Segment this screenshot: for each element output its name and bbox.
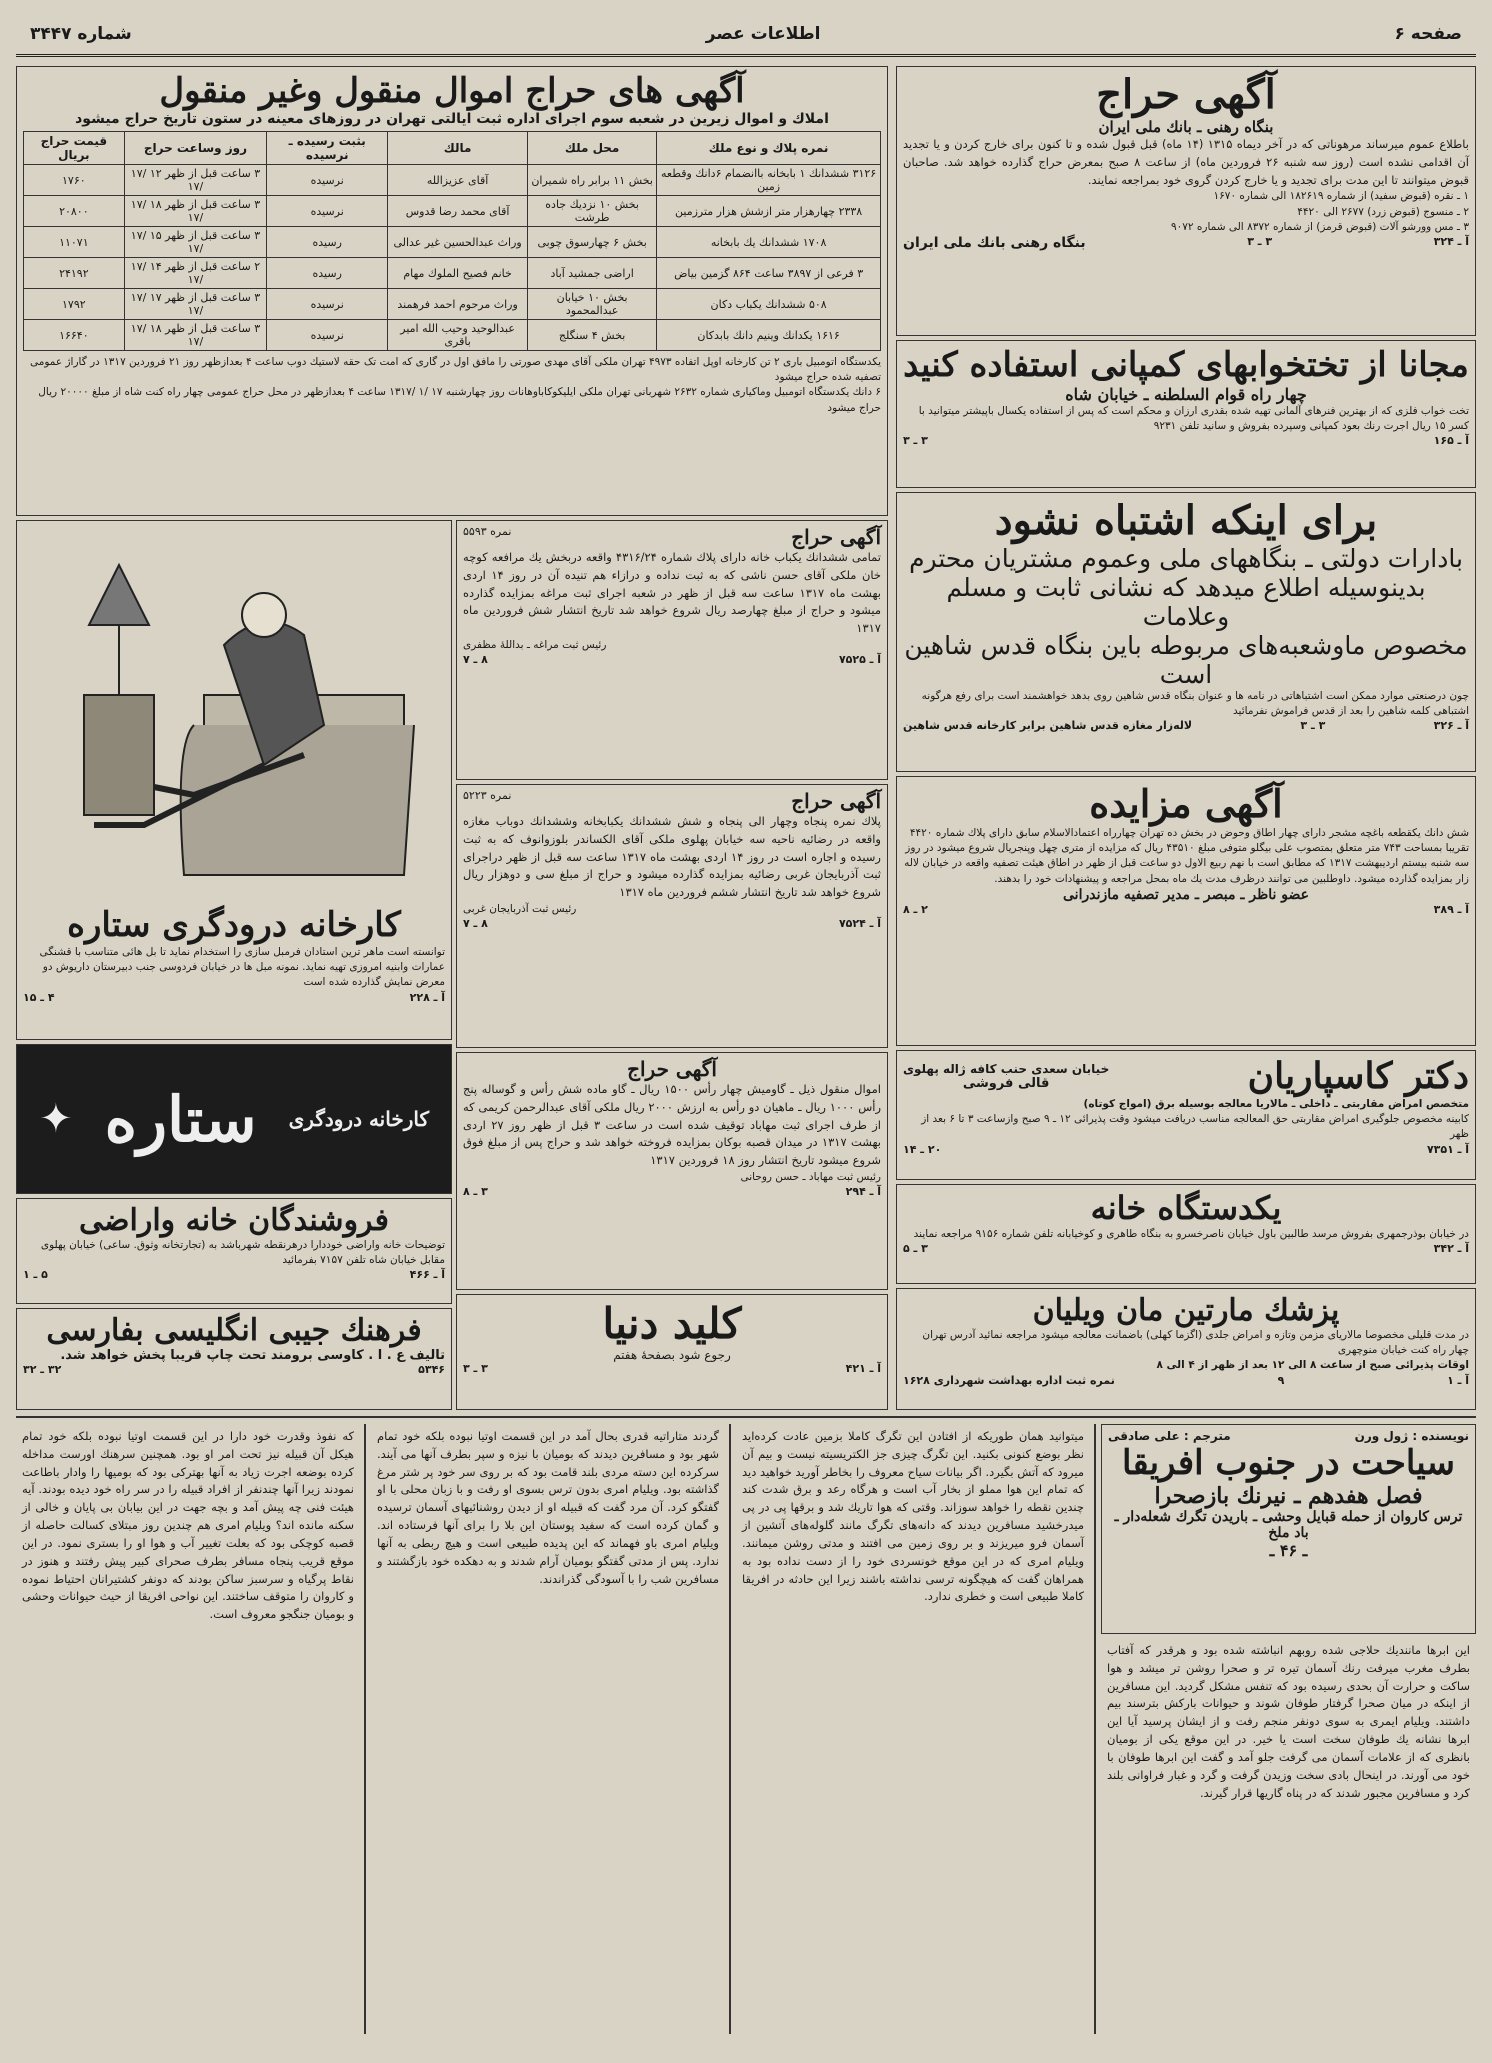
- issue-number: شماره ۳۴۴۷: [30, 24, 132, 44]
- ad-reference: آ ـ ۷۳۵۱ ۲۰ ـ ۱۴: [903, 1142, 1469, 1156]
- star-logo: ستاره: [104, 1082, 257, 1156]
- ad-reference: آ ـ ۲۹۴ ۳ ـ ۸: [463, 1185, 881, 1199]
- auction-notice: [456, 784, 888, 1048]
- column-header: روز وساعت حراج: [124, 132, 267, 165]
- column-divider: [1094, 1424, 1096, 2034]
- land-title: فروشندگان خانه واراضی: [79, 1203, 389, 1238]
- house-title: یکدستگاه خانه: [1090, 1189, 1282, 1227]
- beds-body: تخت خواب فلزی که از بهترین فنرهای آلمانی تهیه شده بقدری ارزان و محکم است که پس از استفاده یکسال باپیشتر میتوانید با کسر ۱۵ ریال اجرت رنك بعود کمپانی وسپرده بفروش و سانید تلفن ۹۲۳۱: [918, 405, 1469, 433]
- ad-reference: آ ـ ۳۴۲ ۳ ـ ۵: [903, 1242, 1469, 1256]
- shahin-line: بادارات دولتی ـ بنگاههای ملی وعموم مشتریان محترم: [909, 544, 1463, 573]
- auction-listing: [16, 66, 888, 516]
- column-divider: [364, 1424, 366, 2034]
- ad-reference: ۵۳۴۶ ۳۲ ـ ۳۲: [23, 1363, 445, 1376]
- star-logo-ad: [16, 1044, 452, 1194]
- shahin-title: برای اینکه اشتباه نشود: [994, 497, 1378, 544]
- doctor-address: خیابان سعدی حنب کافه ژاله پهلوی: [903, 1061, 1110, 1076]
- star-icon: ✦: [39, 1096, 73, 1142]
- table-row: ۵۰۸ ششدانك یکباب دکان بخش ۱۰ خیابان عبدالمحمود وراث مرحوم احمد فرهمند نرسیده ۳ ساعت قبل از ظهر ۱۷ /۱۷ /۱۷ ۱۷۹۲: [24, 289, 881, 320]
- pawn-item: ۲ ـ منسوج (قبوض زرد) ۲۶۷۷ الی ۴۴۲۰: [1297, 205, 1469, 218]
- land-body: توضیحات خانه واراضی خوددارا درهرنقطه شهرباشد به (تجارتخانه وثوق. ساعی) خیابان پهلوی مقابل خیابان شاه تلفن ۷۱۵۷ بفرمائید: [40, 1239, 445, 1267]
- serial-paragraph: این ابرها مانندیك حلاجی شده روبهم انباشته شده بود و هرقدر که آفتاب بطرف مغرب میرفت رنك آسمان تیره تر و صحرا روشن تر میشد و هوا ساکت و حرارت آن بحدی رسیده بود که تنفس مشکل گردید. این مسافرین از اینکه در میان صحرا گرفتار طوفان شوند و حیوانات بارکش بترسند بیم داشتند. ویلیام ایمری به سوی دونفر منجم رفت و از ایشان پرسید آیا این ابرها نشانه یك طوفان سخت است یا خیر. در این موقع یکی از بومیان بانظری که از علامات آسمان می گرفت جلو آمد و گفت این ابرها طوفان با خود می آورند. در اینحال بادی سخت وزیدن گرفت و گرد و غبار فراوانی بلند کرد و مسافرین مجبور شدند که در پناه گاریها قرار گیرند.: [1107, 1643, 1470, 1800]
- shahin-address: لاله‌زار مغازه قدس شاهین برابر کارخانه قدس شاهین: [903, 719, 1193, 733]
- auction-notice: [456, 1052, 888, 1290]
- table-row: ۳۱۲۶ ششدانك ۱ بابخانه باانضمام ۶دانك وقطعه زمین بخش ۱۱ برابر راه شمیران آقای عزیزالله نرسیده ۳ ساعت قبل از ظهر ۱۲ /۱۷ /۱۷ ۱۷۶۰: [24, 165, 881, 196]
- serial-header: [1101, 1424, 1476, 1634]
- ad-reference: آ ـ ۳۸۹ ۲ ـ ۸: [903, 902, 1469, 916]
- martin-title: پزشك مارتین مان ویلیان: [1032, 1293, 1340, 1328]
- auction-note: ۶ دانك یکدستگاه اتومبیل وماکیاری شماره ۲۶۳۲ شهربانی تهران ملکی ایلیکوکاباوهانات روز چهارشنبه ۱۷ /۱ /۱۳۱۷ ساعت ۴ بعدازظهر در محل حراج عمومی چهار راه کنت شاه از مبلغ ۲۰۰۰۰ ریال حراج میشود: [38, 386, 881, 414]
- notice-body: اموال منقول ذیل ـ گاومیش چهار رأس ۱۵۰۰ ریال ـ گاو ماده شش رأس و گوساله پنج رأس ۱۰۰۰ ریال ـ ماهیان دو رأس به ارزش ۲۰۰۰ ریال ملکی آقای عبدالرحمن کریمی که از طرف اجرای ثبت مهاباد توقیف شده است در ساعت ۳ قبل از ظهر روز ۲۷ اردی بهشت ۱۳۱۷ در میدان قصبه بوکان بمزایده فروخته خواهد شد و حراج پس از مبلغ فوق شروع میشود تاریخ انتشار روز ۱۸ فروردین ۱۳۱۷: [463, 1082, 882, 1168]
- shahin-ad: [896, 492, 1476, 772]
- ad-reference: آ ـ ۳۲۶ ۳ ـ ۳ لاله‌زار مغازه قدس شاهین برابر کارخانه قدس شاهین: [903, 719, 1469, 733]
- newspaper-page: [16, 14, 1476, 2034]
- beds-ad: [896, 340, 1476, 488]
- serial-number: ـ ۴۶ ـ: [1269, 1541, 1308, 1560]
- auction-notice: [456, 520, 888, 780]
- auction-title: آگهی های حراج اموال منقول وغیر منقول: [159, 71, 745, 111]
- serial-author: نویسنده : ژول ورن: [1354, 1429, 1469, 1443]
- serial-translator: مترجم : علی صادقی: [1108, 1429, 1231, 1443]
- section-divider: [16, 1416, 1476, 1418]
- column-header: بثبت رسیده ـ نرسیده: [267, 132, 388, 165]
- mozayede-ad: [896, 776, 1476, 1046]
- key-title: کلید دنیا: [602, 1299, 742, 1348]
- ad-reference: آ ـ ۷۵۲۴ ۸ ـ ۷: [463, 917, 881, 931]
- serial-column: [16, 1424, 360, 2034]
- serial-paragraph: میتوانید همان طوریکه از افتادن این تگرگ کاملا بزمین عادت کرده‌اید نظر بوضع کنونی بکنید. این تگرگ چیزی جز الکتریسیته نیست و بیم آن میرود که آتش بگیرد. اگر بیانات سیاح معروف را بخاطر آورید خواهید دید که تمام این هوا مملو از بخار آب است و هرگاه رعد و برق شدت کند چندین نقطه را خواهد سوزاند. وقتی که هوا تاریك شد و برقها پی در پی میدرخشید مسافرین دیدند که دانه‌های تگرگ مانند گلوله‌های آتشین از آسمان فرو میریزند و بر روی زمین می افتند و مدتی روشن میمانند. ویلیام امری که در این موقع خونسردی خود را از دست نداده بود به همراهان گفت که هیچگونه ترسی نداشته باشند زیرا این حادثه در افریقا کاملا طبیعی است و خطری ندارد.: [742, 1429, 1084, 1604]
- carpentry-ad: [16, 520, 452, 1040]
- auction-table-header: [24, 132, 881, 165]
- pawn-item: ۱ ـ نقره (قبوض سفید) از شماره ۱۸۲۶۱۹ الی شماره ۱۶۷۰: [1213, 190, 1469, 203]
- pawn-auction-ad: [896, 66, 1476, 336]
- page-number: صفحه ۶: [1394, 24, 1462, 44]
- carpentry-title: کارخانه درودگری ستاره: [67, 905, 401, 945]
- beds-title: مجانا از تختخوابهای کمپانی استفاده کنید: [903, 345, 1469, 385]
- column-header: مالك: [388, 132, 528, 165]
- beds-address: چهار راه قوام السلطنه ـ خیابان شاه: [1065, 385, 1307, 404]
- mozayede-signature: عضو ناظر ـ مبصر ـ مدیر تصفیه مازندرانی: [1063, 886, 1309, 903]
- martin-ad: [896, 1288, 1476, 1410]
- martin-hours: اوقات پذیرائی صبح از ساعت ۸ الی ۱۲ بعد از ظهر از ۴ الی ۸: [1156, 1359, 1469, 1372]
- armchair-illustration: [24, 525, 444, 905]
- ad-reference: آ ـ ۴۲۱ ۳ ـ ۳: [463, 1362, 881, 1375]
- auction-subtitle: املاك و اموال زیرین در شعبه سوم اجرای اداره ثبت ایالتی تهران در روزهای معینه در ستون تاریخ حراج میشود: [75, 111, 829, 127]
- doctor-specialty: متخصص امراض مقاربتی ـ داخلی ـ مالاریا معالجه بوسیله برق (امواج کوتاه): [1083, 1098, 1469, 1110]
- notice-body: پلاك نمره پنجاه وچهار الی پنجاه و شش ششدانك یکبابخانه وششدانك دوباب مغازه واقعه در رضائیه ناحیه سه خیابان پهلوی ملکی آقای الکساندر بلوزوانوف که به ثبت رسیده و اجاره است در روز ۱۴ اردی بهشت ماه ۱۳۱۷ ساعت سه قبل از ظهر دراجرای ثبت آذربایجان غربی رضائیه بمزایده گذارده میشود و حراج از مبلغ سی و دوهزار ریال شروع خواهد شد تاریخ انتشار ششم فروردین ماه ۱۳۱۷: [463, 814, 881, 900]
- martin-license: نمره ثبت اداره بهداشت شهرداری ۱۶۲۸: [903, 1373, 1115, 1387]
- table-row: ۱۷۰۸ ششدانك یك بابخانه بخش ۶ چهارسوق چوبی وراث عبدالحسین غیر عدالی رسیده ۳ ساعت قبل از ظهر ۱۵ /۱۷ /۱۷ ۱۱۰۷۱: [24, 227, 881, 258]
- doctor-body: کابینه مخصوص جلوگیری امراض مقاربتی حق المعالجه مناسب دریافت میشود وقت پذیرائی ۱۲ ـ ۹ صبح وازساعت ۳ تا ۶ بعد از ظهر: [921, 1113, 1469, 1141]
- column-divider: [729, 1424, 731, 2034]
- serial-paragraph: که نفوذ وقدرت خود دارا در این قسمت اوتیا نبوده بلکه خود تمام هیکل آن قبیله نیز تحت امر او بود. همچنین سرهنك اورست مداخله کرده بوضعه اجرت زیاد به آنها بهترکی بود که بومیها را وادار باطاعت نمودند زیرا آنها چندنفر از افراد قبیله را در سر راه خود دیده بودند. آیه هیئت فنی چه پیش آمد و بچه جهت در این بیابان بی پایان و خالی از سکنه مانده اند؟ ویلیام امری هم چندین روز مبتلای کسالت حاصله از قصبه کوچکی بود که بعلت تغییر آب و هوا او را بستری نمود. در این موقع قریب پنجاه مسافر بطرف صحرای کبیر پیش رفتند و هنوز در نقاط پرگیاه و سرسبز ساکن بودند که دونفر کشتیرانان احتیاط نموده و کاروان را متوقف ساختند. این نواحی افریقا از حیث حیوانات وحشی و بومیان جنگجو معروف است.: [22, 1429, 354, 1622]
- ad-reference: آ ـ ۱۶۵ ۳ ـ ۳: [903, 434, 1469, 448]
- page-header: [16, 14, 1476, 57]
- doctor-title: دکتر کاسپاریان: [1247, 1055, 1469, 1097]
- table-row: ۳ فرعی از ۳۸۹۷ ساعت ۸۶۴ گزمین بیاض اراضی جمشید آباد خانم فصیح الملوك مهام رسیده ۲ ساعت قبل از ظهر ۱۴ /۱۷ /۱۷ ۲۴۱۹۲: [24, 258, 881, 289]
- table-row: ۲۳۳۸ چهارهزار متر ازشش هزار مترزمین بخش ۱۰ نزدیك جاده طرشت آقای محمد رضا قدوس نرسیده ۳ ساعت قبل از ظهر ۱۸ /۱۷ /۱۷ ۲۰۸۰۰: [24, 196, 881, 227]
- pawn-auction-body: باطلاع عموم میرساند مرهوناتی که در آخر دیماه ۱۳۱۵ (۱۴ ماه) قبل قبول شده و تا کنون برای خارج کردن و یا تجدید آن اقدامی نشده است (روز سه شنبه ۲۶ فروردین ماه) از ساعت ۸ صبح بمعرض حراج گذارده خواهد شد. صاحبان قبوض میتوانند تا این مدت برای تجدید و یا خارج کردن گروی خود بمراجعه نمایند.: [903, 137, 1470, 187]
- mozayede-title: آگهی مزایده: [1089, 781, 1283, 826]
- notice-number: نمره ۵۲۲۳: [463, 789, 512, 802]
- doctor-sub: قالی فروشی: [962, 1075, 1050, 1091]
- pawn-auction-title: آگهی حراج: [1096, 71, 1276, 118]
- auction-note: یکدستگاه اتومبیل باری ۲ تن کارخانه اوپل اتفاده ۴۹۷۳ تهران ملکی آقای مهدی صورتی را مافق اول در گاری که امت تک حقه لاستیك دوب ساعت ۴ بعدازظهر روز ۲۱ فروردین ۱۳۱۷ در گاراژ عمومی تصفیه شده حراج میشود: [30, 356, 881, 384]
- notice-signature: رئیس ثبت مراغه ـ بداللهٔ مظفری: [463, 639, 607, 652]
- mozayede-body: شش دانك یکقطعه باغچه مشجر دارای چهار اطاق وحوض در بخش ده تهران چهارراه اعتمادالاسلام سابق دارای پلاك شماره ۴۴۲۰ تقریبا بمساحت ۷۴۳ متر متعلق بمتصوب علی بیگلو متوفی مبلغ ۴۳۵۱۰ ریال که مزایده از متری چهل وپنجریال شروع میشود در روز سه شنبه بیستم اردیبهشت ۱۳۱۷ که مطابق است با نهم ربیع الاول دو ساعت قبل از ظهر در اطاق هیئت تصفیه واقعه در خیابان لاله زار بمزایده گذارده میشود. داوطلبین می توانند درظرف مدت یك ماه بمحل مراجعه و پیشنهادات خود را بدهند.: [904, 827, 1469, 885]
- shahin-line: بدینوسیله اطلاع میدهد که نشانی ثابت و مسلم وعلامات: [946, 573, 1426, 631]
- pawn-auction-signature: بنگاه رهنی بانك ملی ایران: [903, 235, 1086, 252]
- column-header: محل ملك: [528, 132, 657, 165]
- doctor-ad: [896, 1050, 1476, 1180]
- column-header: قیمت حراج بریال: [24, 132, 125, 165]
- pawn-item: ۳ ـ مس وورشو آلات (قبوض قرمز) از شماره ۸۳۷۲ الی شماره ۹۰۷۲: [1170, 220, 1469, 233]
- notice-title: آگهی حراج: [791, 789, 881, 813]
- key-body: رجوع شود بصفحهٔ هفتم: [613, 1348, 731, 1362]
- dictionary-body: تالیف ع . ا . کاوسی برومند تحت چاپ قریبا پخش خواهد شد.: [60, 1348, 445, 1363]
- key-ad: [456, 1294, 888, 1410]
- notice-signature: رئیس ثبت مهاباد ـ حسن روحانی: [740, 1171, 881, 1184]
- ad-reference: آ ـ ۷۵۲۵ ۸ ـ ۷: [463, 653, 881, 667]
- star-logo-sub: کارخانه درودگری: [288, 1107, 429, 1131]
- notice-title: آگهی حراج: [791, 525, 881, 549]
- shahin-body: چون درصنعتی موارد ممکن است اشتباهاتی در نامه ها و عنوان بنگاه قدس شاهین روی بدهد خواهشمند است برای رفع هرگونه اشتباهی کلمه شاهین را بعد از قدس فراموش نفرمائید: [921, 690, 1469, 718]
- ad-reference: آ ـ ۴۶۶ ۵ ـ ۱: [23, 1268, 445, 1282]
- serial-title: سیاحت در جنوب افریقا: [1122, 1443, 1455, 1483]
- serial-column: [1101, 1638, 1476, 2034]
- auction-table: [23, 131, 881, 351]
- notice-title: آگهی حراج: [627, 1057, 717, 1081]
- notice-signature: رئیس ثبت آذربایجان غربی: [463, 903, 577, 916]
- serial-chapter-sub: ترس کاروان از حمله قبایل وحشی ـ باریدن تگرك شعله‌دار ـ باد ملخ: [1114, 1509, 1463, 1541]
- serial-paragraph: گردند متاراتیه قدری بحال آمد در این قسمت اوتیا نبوده بلکه خود تمام شهر بود و مسافرین دیدند که بومیان با نیزه و سپر بطرف آنها می آیند. سرکرده این دسته مردی بلند قامت بود که بر روی سر خود پر شتر مرغ گذاشته بود. ویلیام امری بدون ترس بسوی او رفت و با زبان محلی با او گفتگو کرد. آن مرد گفت که قبیله او از دیدن روشنائیهای آسمان ترسیده و گمان کرده است که سفید پوستان این بلا را برای آنها فرستاده اند. ویلیام امری باو فهماند که این پدیده طبیعی است و هیچ ربطی به آنها ندارد. پس از مدتی گفتگو بومیان آرام شدند و به دهکده خود بازگشتند و مسافرین شب را با آسودگی گذراندند.: [377, 1429, 719, 1586]
- ad-reference: آ ـ ۱ ۹ نمره ثبت اداره بهداشت شهرداری ۱۶۲۸: [903, 1373, 1469, 1387]
- serial-chapter: فصل هفدهم ـ نیرنك بازصحرا: [1154, 1483, 1423, 1509]
- ad-reference: آ ـ ۲۲۸ ۴ ـ ۱۵: [23, 990, 445, 1004]
- house-ad: [896, 1184, 1476, 1284]
- carpentry-body: توانسته است ماهر ترین استادان فرمبل سازی را استخدام نماید تا بل هائی متناسب با قشنگی عمارات وابنیه امروزی تهیه نماید. نمونه مبل ها در خیابان فردوسی جنب دبیرستان داریوش دو معرض نمایش گذارده شده است: [39, 946, 445, 989]
- serial-column: [371, 1424, 725, 2034]
- martin-body: در مدت قلیلی مخصوصا مالاریای مزمن وتازه و امراض جلدی (اگزما کهلی) باضمانت معالجه میشود مراجعه نمائید آدرس تهران چهار راه کنت خیابان منوچهری: [922, 1329, 1469, 1357]
- notice-body: تمامی ششدانك یکباب خانه دارای پلاك شماره ۴۳۱۶/۲۴ واقعه دربخش یك مرافعه کوچه خان ملکی آقای حسن ناشی که به ثبت نداده و درازاء هم تنیده آن در روز ۱۴ اردی بهشت ماه ۱۳۱۷ ساعت سه قبل از ظهر در شعبه اجرای ثبت مراغه بمزایده گذارده میشود و حراج از مبلغ چهارصد ریال شروع خواهد شد تاریخ انتشار شش فروردین ماه ۱۳۱۷: [463, 550, 881, 636]
- serial-column: [736, 1424, 1090, 2034]
- ad-reference: آ ـ ۳۲۴ ۳ ـ ۳ بنگاه رهنی بانك ملی ایران: [903, 235, 1469, 252]
- land-ad: [16, 1198, 452, 1304]
- newspaper-name: اطلاعات عصر: [705, 24, 821, 44]
- shahin-line: مخصوص ماوشعبه‌های مربوطه باین بنگاه قدس شاهین است: [904, 631, 1468, 689]
- house-body: در خیابان بوذرجمهری بفروش مرسد طالبین باول خیابان ناصرخسرو به بنگاه طاهری و کوخیابانه تلفن شماره ۹۱۵۶ مراجعه نمایند: [913, 1228, 1469, 1240]
- dictionary-title: فرهنك جیبی انگلیسی بفارسی: [46, 1313, 422, 1348]
- column-header: نمره پلاك و نوع ملك: [657, 132, 881, 165]
- dictionary-ad: [16, 1308, 452, 1410]
- table-row: ۱۶۱۶ یکدانك وینیم دانك بابدکان بخش ۴ سنگلج عبدالوحید وحیب الله امیر باقری نرسیده ۳ ساعت قبل از ظهر ۱۸ /۱۷ /۱۷ ۱۶۶۴۰: [24, 320, 881, 351]
- pawn-auction-org: بنگاه رهنی ـ بانك ملی ایران: [1098, 118, 1274, 136]
- notice-number: نمره ۵۵۹۳: [463, 525, 512, 538]
